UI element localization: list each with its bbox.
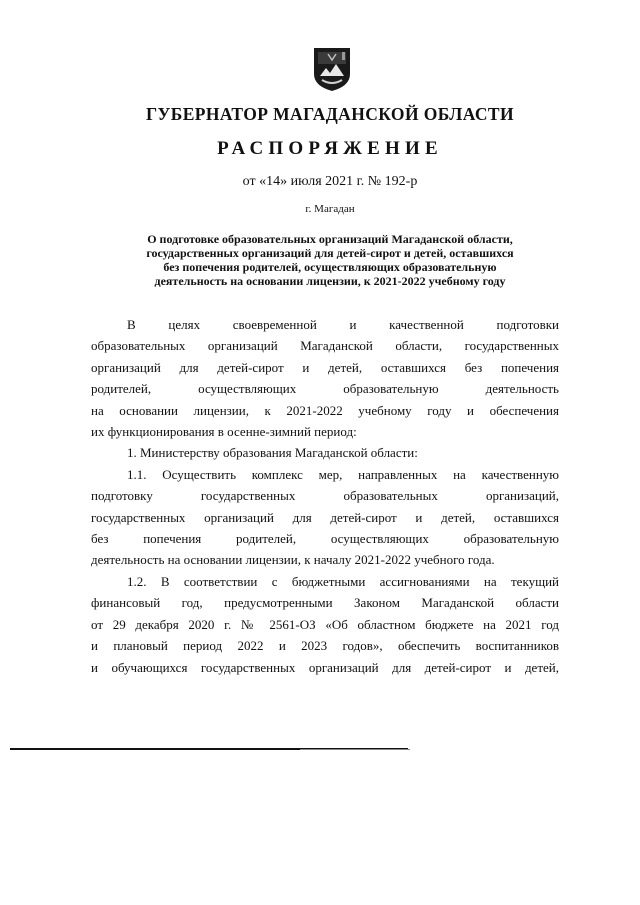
body-line: родителей, осуществляющих образовательную деятельность bbox=[91, 381, 559, 397]
subject-line: государственных организаций для детей-сирот и детей, оставшихся bbox=[146, 246, 514, 260]
body-line: и плановый период 2022 и 2023 годов», обеспечить воспитанников bbox=[91, 638, 559, 654]
footer-divider-faint bbox=[300, 749, 410, 750]
body-line: 1. Министерству образования Магаданской области: bbox=[127, 445, 418, 461]
governor-title: ГУБЕРНАТОР МАГАДАНСКОЙ ОБЛАСТИ bbox=[145, 104, 514, 124]
subject-line: деятельность на основании лицензии, к 2021-2022 учебному году bbox=[154, 274, 506, 288]
body-line: подготовку государственных образовательных организаций, bbox=[91, 488, 559, 504]
coat-of-arms-icon bbox=[312, 46, 352, 92]
body-line: без попечения родителей, осуществляющих образовательную bbox=[91, 531, 559, 547]
paragraph-item-1-1 bbox=[91, 464, 559, 571]
body-line: государственных организаций для детей-сирот и детей, оставшихся bbox=[91, 509, 559, 525]
body-line: финансовый год, предусмотренными Законом Магаданской области bbox=[91, 595, 559, 611]
body-line: 1.2. В соответствии с бюджетными ассигнованиями на текущий bbox=[127, 573, 559, 589]
body-line: на основании лицензии, к 2021-2022 учебному году и обеспечения bbox=[91, 402, 559, 418]
paragraph-preamble bbox=[91, 314, 559, 442]
document-body bbox=[91, 314, 559, 678]
subject-line: О подготовке образовательных организаций Магаданской области, bbox=[147, 232, 513, 246]
body-line: 1.1. Осуществить комплекс мер, направленных на качественную bbox=[127, 466, 559, 482]
document-type-title: РАСПОРЯЖЕНИЕ bbox=[217, 138, 443, 159]
paragraph-item-1 bbox=[91, 442, 559, 463]
body-line: деятельность на основании лицензии, к началу 2021-2022 учебного года. bbox=[91, 552, 495, 568]
body-line: В целях своевременной и качественной подготовки bbox=[127, 317, 559, 332]
body-line: их функционирования в осенне-зимний период: bbox=[91, 424, 357, 440]
body-line: образовательных организаций Магаданской области, государственных bbox=[91, 338, 559, 354]
body-line: и обучающихся государственных организаций для детей-сирот и детей, bbox=[91, 659, 559, 675]
city-label: г. Магадан bbox=[305, 203, 355, 215]
order-number-line: от «14» июля 2021 г. № 192-р bbox=[242, 174, 418, 189]
body-line: организаций для детей-сирот и детей, оставшихся без попечения bbox=[91, 359, 559, 375]
paragraph-item-1-2 bbox=[91, 571, 559, 678]
subject-heading bbox=[70, 232, 590, 288]
body-line: от 29 декабря 2020 г. № 2561-ОЗ «Об областном бюджете на 2021 год bbox=[91, 616, 559, 632]
subject-line: без попечения родителей, осуществляющих образовательную bbox=[163, 260, 497, 274]
